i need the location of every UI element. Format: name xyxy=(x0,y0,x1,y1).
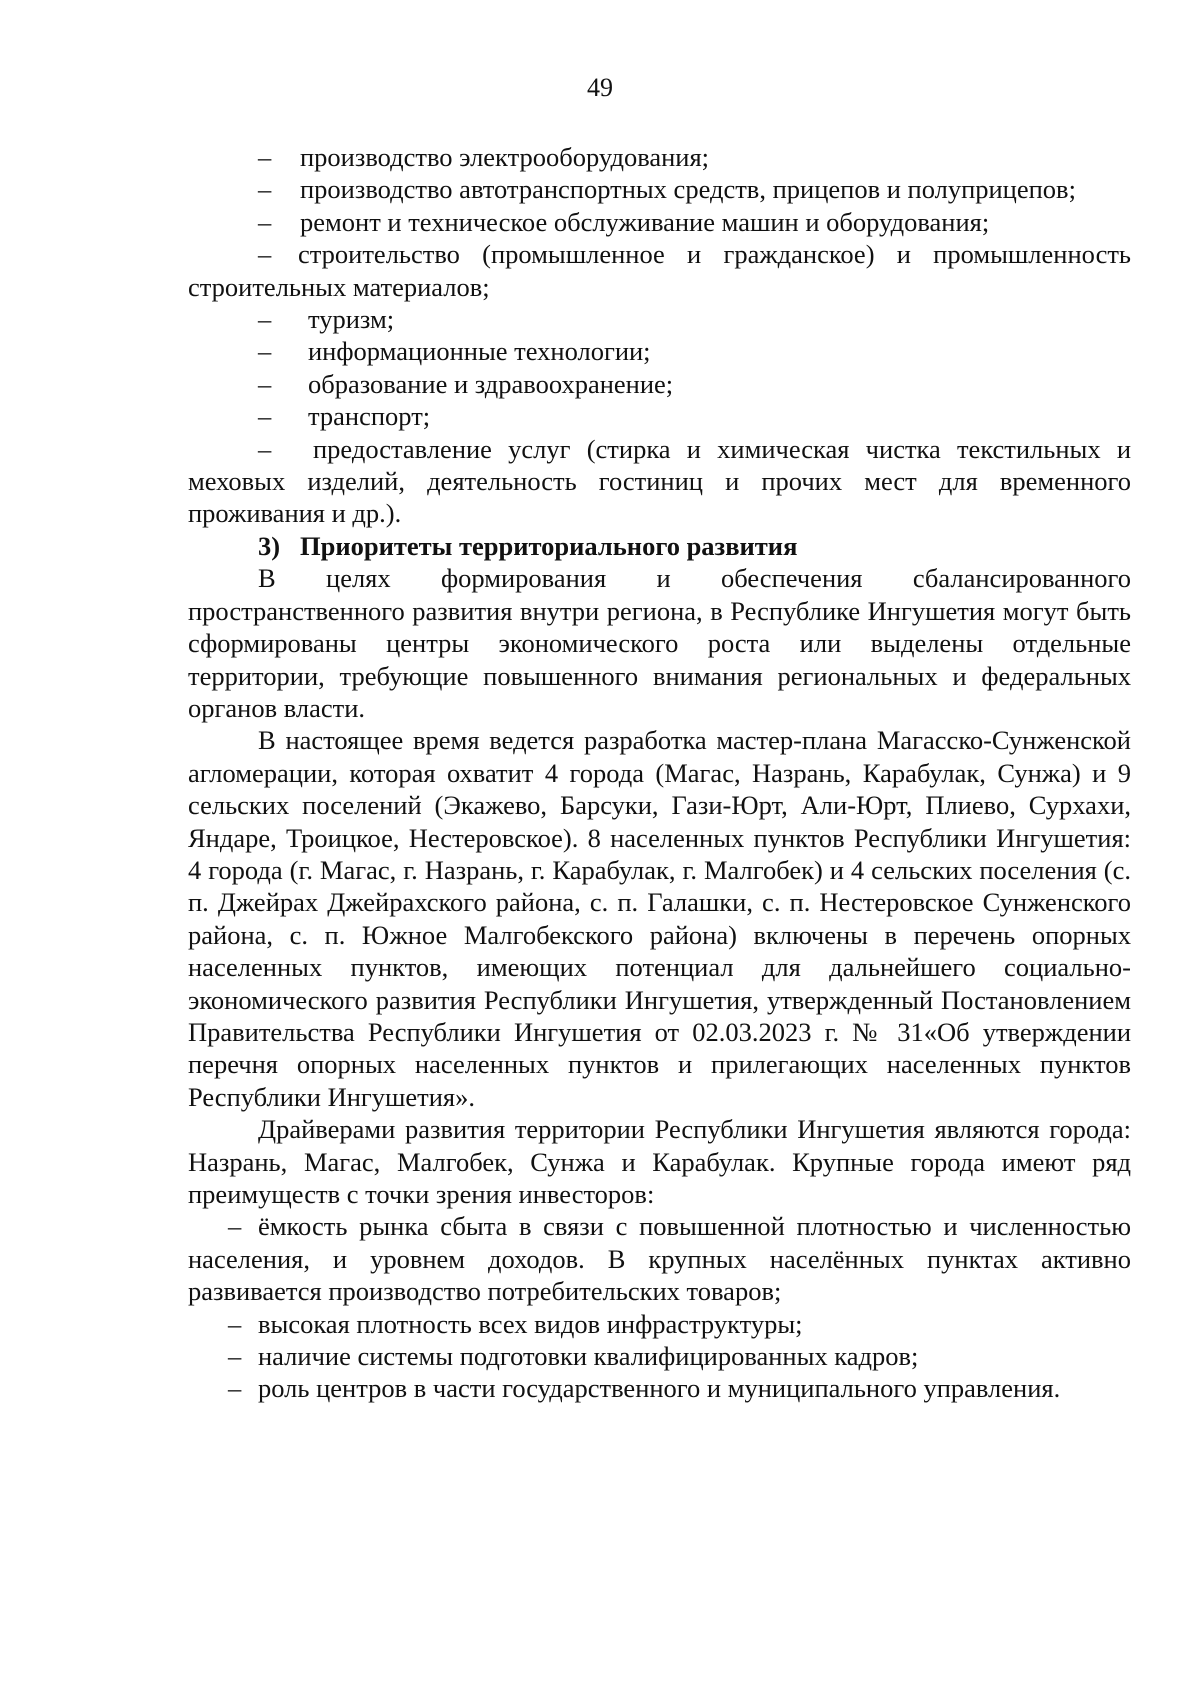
document-body xyxy=(188,141,1131,1405)
list-item-text: образование и здравоохранение; xyxy=(308,368,674,399)
page-number: 49 xyxy=(587,73,613,102)
list-item xyxy=(188,1308,1131,1340)
section-heading xyxy=(188,530,1131,562)
list-item-text: ёмкость рынка сбыта в связи с повышенной плотностью и численностью населения, и уровнем доходов. В крупных населённых пунктах активно развивается производство потребительских товаров; xyxy=(188,1211,1131,1307)
list-item-text: ремонт и техническое обслуживание машин и оборудования; xyxy=(300,206,990,237)
list-item xyxy=(188,1372,1131,1404)
section-title: Приоритеты территориального развития xyxy=(300,530,798,561)
list-item-text: строительство (промышленное и гражданское) и промышленность строительных материалов; xyxy=(188,239,1131,302)
list-item xyxy=(188,141,1131,173)
dash-marker: – xyxy=(258,433,272,464)
list-item xyxy=(188,206,1131,238)
list-item xyxy=(188,400,1131,432)
list-item-text: информационные технологии; xyxy=(308,336,651,367)
list-item xyxy=(188,368,1131,400)
paragraph: В настоящее время ведется разработка мастер-плана Магасско-Сунженской агломерации, которая охватит 4 города (Магас, Назрань, Карабулак, Сунжа) и 9 сельских поселений (Экажево, Барсуки, Гази-Юрт, Али-Юрт, Плиево, Сурхахи, Яндаре, Троицкое, Нестеровское). 8 населенных пунктов Республики Ингушетия: 4 города (г. Магас, г. Назрань, г. Карабулак, г. Малгобек) и 4 сельских поселения (с. п. Джейрах Джейрахского района, с. п. Галашки, с. п. Нестеровское Сунженского района, с. п. Южное Малгобекского района) включены в перечень опорных населенных пунктов, имеющих потенциал для дальнейшего социально-экономического развития Республики Ингушетия, утвержденный Постановлением Правительства Республики Ингушетия от 02.03.2023 г. № 31«Об утверждении перечня опорных населенных пунктов и прилегающих населенных пунктов Республики Ингушетия». xyxy=(188,725,1131,1112)
list-item xyxy=(188,173,1131,205)
list-item-text: транспорт; xyxy=(308,401,431,432)
list-item xyxy=(188,303,1131,335)
dash-marker: – xyxy=(258,304,272,335)
list-item-text: предоставление услуг (стирка и химическая чистка текстильных и меховых изделий, деятельность гостиниц и прочих мест для временного проживания и др.). xyxy=(188,433,1131,529)
section-number: 3) xyxy=(258,530,281,561)
dash-marker: – xyxy=(258,174,272,205)
list-item-text: производство автотранспортных средств, прицепов и полуприцепов; xyxy=(300,174,1076,205)
list-item xyxy=(188,335,1131,367)
list-item-text: высокая плотность всех видов инфраструктуры; xyxy=(258,1308,803,1339)
dash-marker: – xyxy=(228,1211,242,1242)
paragraph: В целях формирования и обеспечения сбалансированного пространственного развития внутри региона, в Республике Ингушетия могут быть сформированы центры экономического роста или выделены отдельные территории, требующие повышенного внимания региональных и федеральных органов власти. xyxy=(188,563,1131,723)
list-item-text: туризм; xyxy=(308,304,395,335)
dash-marker: – xyxy=(258,239,272,270)
dash-marker: – xyxy=(258,368,272,399)
dash-marker: – xyxy=(258,336,272,367)
dash-marker: – xyxy=(228,1341,242,1372)
list-item-text: производство электрооборудования; xyxy=(300,142,710,172)
dash-marker: – xyxy=(258,206,272,237)
list-item-text: наличие системы подготовки квалифицированных кадров; xyxy=(258,1341,919,1372)
list-item xyxy=(188,238,1131,303)
list-item xyxy=(188,1340,1131,1372)
dash-marker: – xyxy=(228,1308,242,1339)
dash-marker: – xyxy=(258,142,272,172)
list-item xyxy=(188,1210,1131,1307)
list-item xyxy=(188,433,1131,530)
dash-marker: – xyxy=(228,1373,242,1404)
dash-marker: – xyxy=(258,401,272,432)
paragraph: Драйверами развития территории Республики Ингушетия являются города: Назрань, Магас, Малгобек, Сунжа и Карабулак. Крупные города имеют ряд преимуществ с точки зрения инвесторов: xyxy=(188,1114,1131,1209)
list-item-text: роль центров в части государственного и муниципального управления. xyxy=(258,1373,1061,1404)
